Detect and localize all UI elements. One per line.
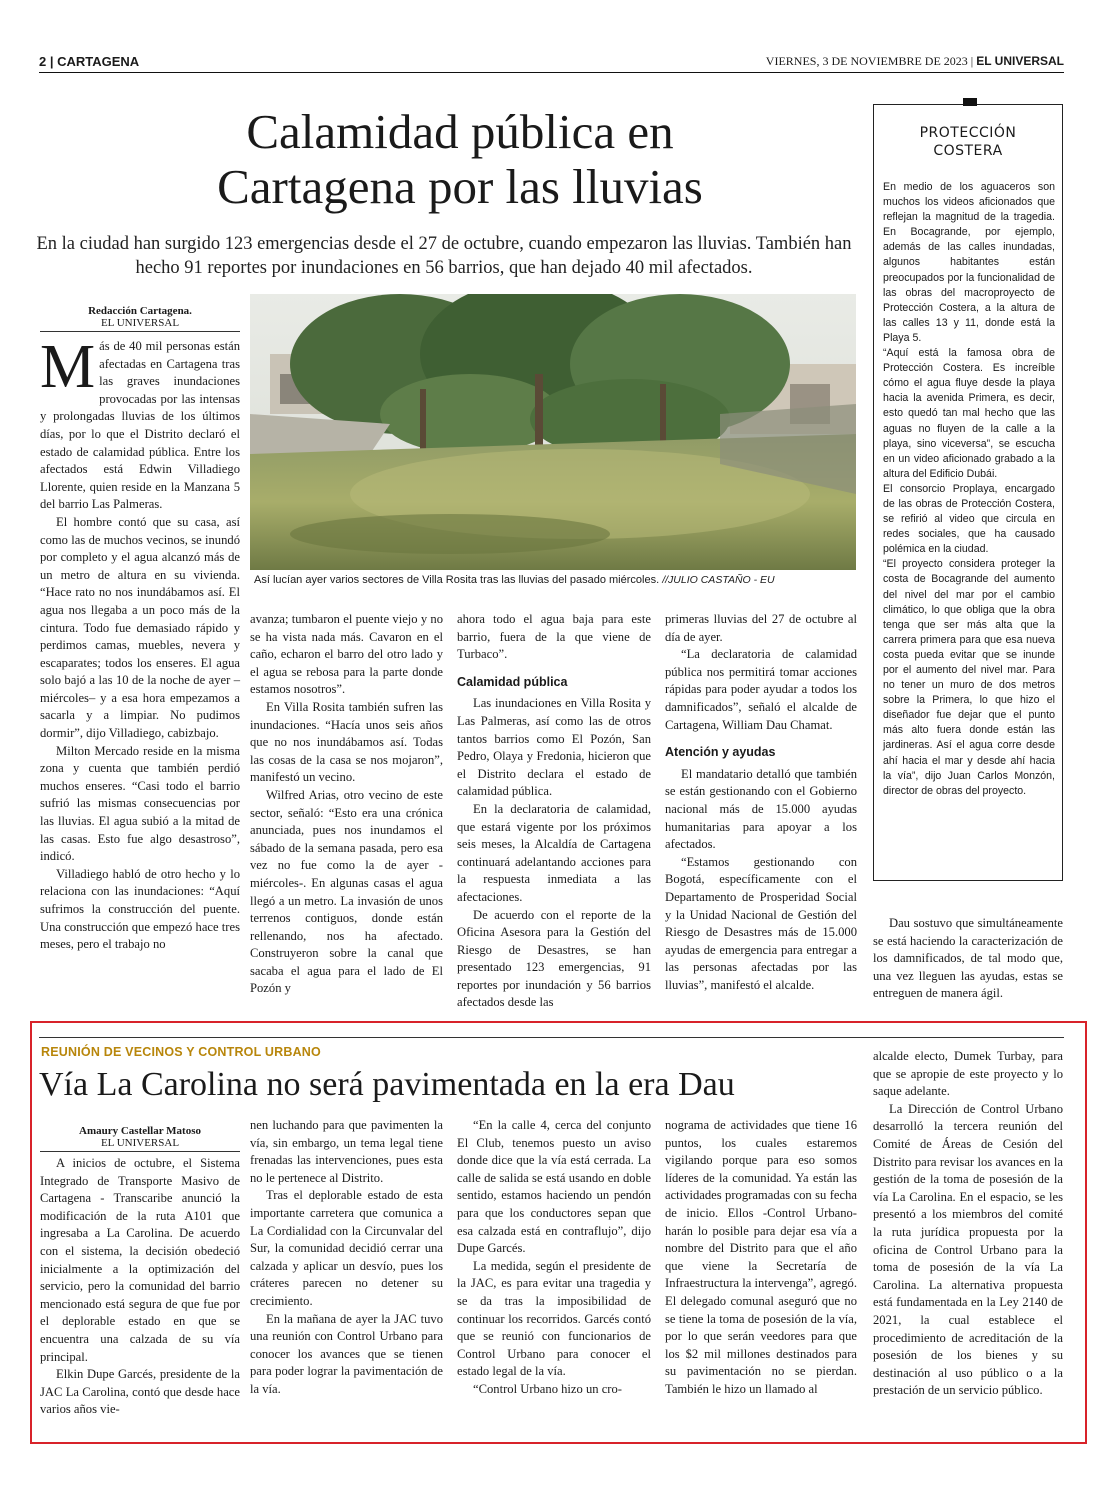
paragraph: nen luchando para que pavimenten la vía, sin embargo, un tema legal tiene frenadas las intervenciones, pues esta no le pertenece al Distrito.: [250, 1118, 443, 1185]
paragraph: De acuerdo con el reporte de la Oficina Asesora para la Gestión del Riesgo de Desastres, se han presentado 123 emergencias, 91 reportes por inundación y 56 barrios afectados desde las: [457, 907, 651, 1010]
sidebar-title: PROTECCIÓN COSTERA: [919, 125, 1017, 159]
sidebar-paragraph: “Aquí está la famosa obra de Protección Costera. Es increíble cómo el agua fluye desde la playa hacia la avenida Primera, es decir, esto quedó tan mal hecho que las aguas no fluyen de la calle a la playa, sino viceversa”, se escucha en un video aficionado grabado a la altura del Edificio Dubái.: [883, 347, 1055, 480]
main-column-3: [457, 611, 651, 1012]
page-number: 2: [39, 54, 47, 69]
paragraph: El mandatario detalló que también se están gestionando con el Gobierno nacional más de 15.000 ayudas humanitarias para apoyar a los afectados.: [665, 766, 857, 852]
paragraph: Dau sostuvo que simultáneamente se está haciendo la caracterización de los damnificados, de tal modo que, una vez lleguen las ayudas, estas se entreguen de manera ágil.: [873, 916, 1063, 1001]
paragraph: En la mañana de ayer la JAC tuvo una reunión con Control Urbano para conocer los avances que se tienen para poder lograr la pavimentación de la vía.: [250, 1311, 443, 1396]
byline-outlet: EL UNIVERSAL: [100, 1137, 180, 1149]
paragraph: alcalde electo, Dumek Turbay, para que se apropie de este proyecto y lo saque adelante.: [873, 1049, 1063, 1099]
byline-author: Redacción Cartagena.: [88, 305, 192, 317]
paragraph: El hombre contó que su casa, así como las de muchos vecinos, se inundó por completo y el agua alcanzó más de un metro de altura en su vivienda. “Hace rato no nos inundábamos así. El agua nos llegaba a un poco más de la cintura. Todo fue demasiado rápido y perdimos camas, muebles, nevera y escaparates; todos los enseres. El agua solo bajó a las 10 de la noche de ayer –miércoles– y a esa hora empezamos a sacarla y a limpiar. No pudimos dormir”, dijo Villadiego, cabizbajo.: [40, 514, 240, 741]
byline-rule: [40, 1151, 240, 1152]
subheading-calamidad: Calamidad pública: [457, 674, 568, 689]
subheading-atencion: Atención y ayudas: [665, 745, 776, 760]
main-column-4: [665, 611, 857, 994]
main-column-5: [873, 915, 1063, 1003]
paragraph: “En la calle 4, cerca del conjunto El Club, tenemos puesto un aviso donde dice que la vía está cerrada. La calle de salida se está usando en doble sentido, estamos haciendo un pendón para que los conductores sepan que esa calzada está en contraflujo”, dijo Dupe Garcés.: [457, 1118, 651, 1256]
story-headline: Vía La Carolina no será pavimentada en la era Dau: [39, 1066, 735, 1103]
main-column-2: [250, 611, 443, 998]
photo-caption: Así lucían ayer varios sectores de Villa Rosita tras las lluvias del pasado miércoles. //JULIO CASTAÑO - EU: [254, 574, 775, 586]
newspaper-name: EL UNIVERSAL: [976, 54, 1064, 68]
sidebar-paragraph: “El proyecto considera proteger la costa de Bocagrande del aumento del nivel del mar por el cambio climático, lo que obliga que la obra tenga que ser más alta que la carrera primera para que esa nueva costa pueda evitar que se inunde por el aumento del nivel mar. Para no tener un muro de dos metros sobre la Primera, lo que hizo el diseñador fue dejar que el punto más alto fuera donde están las jardineras. Así el agua corre desde ahí hacia el mar y desde ahí hacia la vía”, dijo Juan Carlos Monzón, director de obras del proyecto.: [883, 558, 1055, 797]
paragraph: “La declaratoria de calamidad pública nos permitirá tomar acciones rápidas para poder ayudar a todos los damnificados”, señaló el alcalde de Cartagena, William Dau Chamat.: [665, 647, 857, 732]
paragraph: Tras el deplorable estado de esta importante carretera que comunica a La Cordialidad con la Circunvalar del Sur, la comunidad decidió cerrar una calzada y aplicar un desvío, pues los cráteres parecen no detener su crecimiento.: [250, 1188, 443, 1308]
sidebar-tab-marker: [963, 98, 977, 106]
byline-author: Amaury Castellar Matoso: [79, 1125, 201, 1137]
photo-credit: //JULIO CASTAÑO - EU: [662, 574, 775, 586]
paragraph: En Villa Rosita también sufren las inundaciones. “Hacía unos seis años que no nos inundábamos así. Todas las cosas de la casa se nos mojaron”, manifestó un vecino.: [250, 699, 443, 785]
story-column-3: [457, 1117, 651, 1399]
flooded-street-image: [250, 294, 856, 570]
sidebar-paragraph: El consorcio Proplaya, encargado de las obras de Protección Costera, se refirió al video que circula en redes sociales, que ha causado polémica en la ciudad.: [883, 482, 1055, 556]
drop-cap: M: [40, 333, 96, 401]
main-subheadline: En la ciudad han surgido 123 emergencias desde el 27 de octubre, cuando empezaron las lluvias. También han hecho 91 reportes por inundaciones en 56 barrios, que han dejado 40 mil afectados.: [36, 234, 852, 278]
byline-outlet: EL UNIVERSAL: [100, 317, 180, 329]
sidebar-body: [883, 180, 1055, 799]
paragraph: nograma de actividades que tiene 16 puntos, los cuales estaremos vigilando porque para eso somos líderes de la comunidad. Ya están las actividades programadas con su fecha de inicio. Ellos -Control Urbano- harán lo posible para dejar esa vía a nombre del Distrito para que el año que viene la Secretaría de Infraestructura la intervenga”, agregó. El delegado comunal aseguró que no se tiene la toma de posesión de la vía, por lo que serán veedores para que los $2 mil millones destinados para su pavimentación no se pierdan. También le hizo un llamado al: [665, 1118, 857, 1396]
story-byline: [40, 1125, 240, 1149]
main-byline: [40, 305, 240, 329]
paragraph: “Estamos gestionando con Bogotá, específicamente con el Departamento de Prosperidad Social y la Unidad Nacional de Gestión del Riesgo de Desastres más de 15.000 ayudas de emergencia para entregar a las personas afectadas por las lluvias”, manifestó el alcalde.: [665, 854, 857, 992]
paragraph: La medida, según el presidente de la JAC, es para evitar una tragedia y se da tras la imposibilidad de continuar los recorridos. Garcés contó que se reunió con funcionarios de Control Urbano para conocer el estado legal de la vía.: [457, 1258, 651, 1379]
paragraph: Wilfred Arias, otro vecino de este sector, señaló: “Esto era una crónica anunciada, pues nos inundamos el sábado de la semana pasada, pero esa vez no fue como la de ayer -miércoles-. En algunas casas el agua llegó a un metro. La invasión de unos terrenos contiguos, donde están rellenando, nos ha afectado. Construyeron sobre la canal que sacaba el agua para el lado de El Pozón y: [250, 787, 443, 996]
main-headline: Calamidad pública en Cartagena por las lluvias: [217, 104, 703, 214]
story-column-1: [40, 1155, 240, 1419]
paragraph: “Control Urbano hizo un cro-: [473, 1381, 622, 1396]
paragraph: ahora todo el agua baja para este barrio, fuera de la que viene de Turbaco”.: [457, 612, 651, 662]
story-column-2: [250, 1117, 443, 1399]
paragraph: Milton Mercado reside en la misma zona y cuenta que también perdió muchos enseres. “Casi todo el barrio sufrió las mismas consecuencias por las lluvias. El agua subió a la mitad de las casas. Esto fue algo desastroso”, indicó.: [40, 743, 240, 864]
paragraph: Elkin Dupe Garcés, presidente de la JAC La Carolina, contó que desde hace varios años vie-: [40, 1367, 240, 1417]
flood-photo: [250, 294, 856, 570]
page-folio: 2 | CARTAGENA: [39, 54, 140, 69]
paragraph: Villadiego habló de otro hecho y lo relaciona con las inundaciones: “Aquí sufrimos la construcción del puente. Una construcción que empezó hace tres meses, pero el trabajo no: [40, 866, 240, 952]
paragraph: En la declaratoria de calamidad, que estará vigente por los próximos seis meses, la Alcaldía de Cartagena continuará adelantando acciones para la respuesta inmediata a las afectaciones.: [457, 801, 651, 904]
paragraph: Las inundaciones en Villa Rosita y Las Palmeras, así como las de otros tantos barrios como El Pozón, San Pedro, Olaya y Fredonia, hicieron que el Distrito declara el estado de calamidad pública.: [457, 696, 651, 799]
story-separator: [39, 1037, 1064, 1038]
paragraph: avanza; tumbaron el puente viejo y no se ha vista nada más. Cavaron en el caño, echaron el barro del otro lado y el agua se rebosa para la parte donde estamos nosotros”.: [250, 612, 443, 697]
section-name: CARTAGENA: [57, 54, 140, 69]
story-column-5: [873, 1048, 1063, 1400]
story-kicker: REUNIÓN DE VECINOS Y CONTROL URBANO: [41, 1045, 321, 1059]
sidebar-paragraph: En medio de los aguaceros son muchos los videos aficionados que reflejan la magnitud de la tragedia. En Bocagrande, por ejemplo, además de las calles inundadas, algunos habitantes están preocupados por la funcionalidad de las obras del macroproyecto de Protección Costera, a la altura de las calles 13 y 11, donde está la Playa 5.: [883, 181, 1055, 344]
paragraph: primeras lluvias del 27 de octubre al día de ayer.: [665, 612, 857, 644]
byline-rule: [40, 331, 240, 332]
story-column-4: [665, 1117, 857, 1399]
dateline: VIERNES, 3 DE NOVIEMBRE DE 2023 | EL UNIVERSAL: [765, 54, 1064, 68]
paragraph: A inicios de octubre, el Sistema Integrado de Transporte Masivo de Cartagena - Transcaribe anunció la modificación de la ruta A101 que ingresaba a La Carolina. De acuerdo con el sistema, la decisión obedeció inicialmente a la optimización del servicio, pero la comunidad del barrio mencionado está segura de que fue por el deplorable estado en que se encuentra una calzada de su vía principal.: [40, 1156, 240, 1364]
paragraph: La Dirección de Control Urbano desarrolló la tercera reunión del Comité de Áreas de Cesión del Distrito para revisar los avances en la gestión de la toma de posesión de la vía La Carolina. En el espacio, se les presentó a los miembros del comité la ruta jurídica propuesta por la oficina de Control Urbano para la toma de posesión de la vía La Carolina. La alternativa propuesta está fundamentada en la Ley 2140 de 2021, la cual establece el procedimiento de acreditación de la posesión de los bienes y su destinación al uso público o a la prestación de un servicio público.: [873, 1101, 1063, 1398]
header-rule: [39, 72, 1064, 73]
issue-date: VIERNES, 3 DE NOVIEMBRE DE 2023: [765, 54, 968, 68]
main-column-1: Más de 40 mil personas están afectadas en Cartagena tras las graves inundaciones provocadas por las intensas y prolongadas lluvias de los últimos días, por lo que el Distrito declaró el estado de calamidad pública. Entre los afectados está Edwin Villadiego Llorente, quien reside en la Manzana 5 del barrio Las Palmeras. El hombre contó que su casa, así como las de muchos vecinos, se inundó por completo y el agua alcanzó más de un metro de altura en su vivienda. “Hace rato no nos inundábamos así. El agua nos llegaba a un poco más de la cintura. Todo fue demasiado rápido y perdimos camas, muebles, nevera y escaparates; todos los enseres. El agua solo bajó a las 10 de la noche de ayer –miércoles– y a esa hora empezamos a sacarla y a limpiar. No pudimos dormir”, dijo Villadiego, cabizbajo. Milton Mercado reside en la misma zona y cuenta que también perdió muchos enseres. “Casi todo el barrio sufrió las mismas consecuencias por las lluvias. El agua subió a la mitad de las casas. Esto fue algo desastroso”, indicó. Villadiego habló de otro hecho y lo relaciona con las inundaciones: “Aquí sufrimos la construcción del puente. Una construcción que empezó hace tres meses, pero el trabajo no: [40, 338, 240, 954]
